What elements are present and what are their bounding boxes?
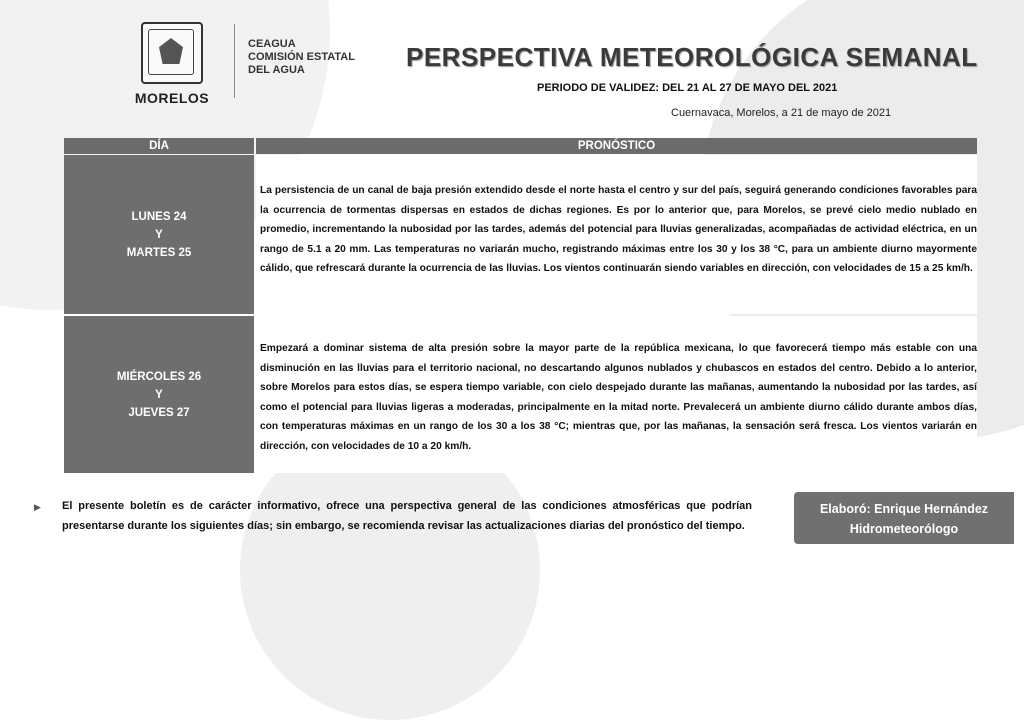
morelos-logo [128, 22, 216, 106]
forecast-cell [256, 316, 977, 473]
forecast-text: Empezará a dominar sistema de alta presión sobre la mayor parte de la república mexicana, lo que favorecerá tiempo más estable con una disminución en las lluvias para el territorio nacional, no descartando algunos nublados y chubascos en estados del centro. Debido a lo anterior, sobre Morelos para estos días, se espera tiempo variable, con cielo despejado durante las mañanas, aumentando la nubosidad por las tardes, así como el potencial para lluvias ligeras a moderadas, principalmente en la mitad norte. Prevalecerá un ambiente diurno cálido durante ambos días, con temperaturas máximas en un rango de los 30 a los 38 °C; mientras que, por las mañanas, la sensación será fresca. Los vientos variarán en dirección, con velocidades de 10 a 20 km/h. [260, 343, 977, 452]
day-label: MARTES 25 [126, 246, 192, 259]
column-header-day: DÍA [64, 138, 254, 154]
place-date: Cuernavaca, Morelos, a 21 de mayo de 2021 [671, 107, 892, 119]
agency-name [248, 38, 355, 77]
page-title: PERSPECTIVA METEOROLÓGICA SEMANAL [406, 42, 978, 72]
triangle-bullet-icon: ▶ [34, 502, 41, 512]
forecast-text: La persistencia de un canal de baja presión extendido desde el norte hasta el centro y sur del país, seguirá generando condiciones favorables para la ocurrencia de tormentas dispersas en estados de dichas regiones. Es por lo anterior que, para Morelos, se prevé cielo medio nublado en promedio, incrementando la nubosidad por las tardes, además del potencial para lluvias generalizadas, acompañadas de actividad eléctrica, en un rango de 5.1 a 20 mm. Las temperaturas no variarán mucho, registrando máximas entre los 30 y los 38 °C, para un ambiente diurno mayormente cálido, que refrescará durante la ocurrencia de las lluvias. Los vientos continuarán siendo variables en dirección, con velocidades de 15 a 25 km/h. [260, 185, 977, 274]
day-cell [64, 316, 254, 473]
agency-line: DEL AGUA [248, 64, 305, 76]
agency-line: COMISIÓN ESTATAL [248, 51, 355, 63]
credit-role: Hidrometeorólogo [849, 522, 959, 536]
forecast-table [64, 138, 977, 473]
day-label: LUNES 24 [131, 210, 187, 223]
agency-line: CEAGUA [248, 38, 296, 50]
validity-period: PERIODO DE VALIDEZ: DEL 21 AL 27 DE MAYO DEL 2021 [537, 82, 838, 94]
column-header-forecast: PRONÓSTICO [256, 138, 977, 154]
day-label: Y [155, 228, 163, 241]
day-label: MIÉRCOLES 26 [116, 370, 202, 383]
logo-text: MORELOS [134, 90, 210, 106]
day-label: Y [155, 388, 163, 401]
day-label: JUEVES 27 [128, 406, 190, 419]
credit-box [794, 492, 1014, 544]
day-cell [64, 155, 254, 314]
credit-author: Elaboró: Enrique Hernández [819, 502, 989, 516]
header-divider [234, 24, 235, 98]
state-seal-icon [141, 22, 203, 84]
disclaimer-note: El presente boletín es de carácter informativo, ofrece una perspectiva general de las condiciones atmosféricas que podrían presentarse durante los siguientes días; sin embargo, se recomienda revisar las actualizaciones diarias del pronóstico del tiempo. [62, 500, 752, 532]
forecast-cell [256, 155, 977, 314]
